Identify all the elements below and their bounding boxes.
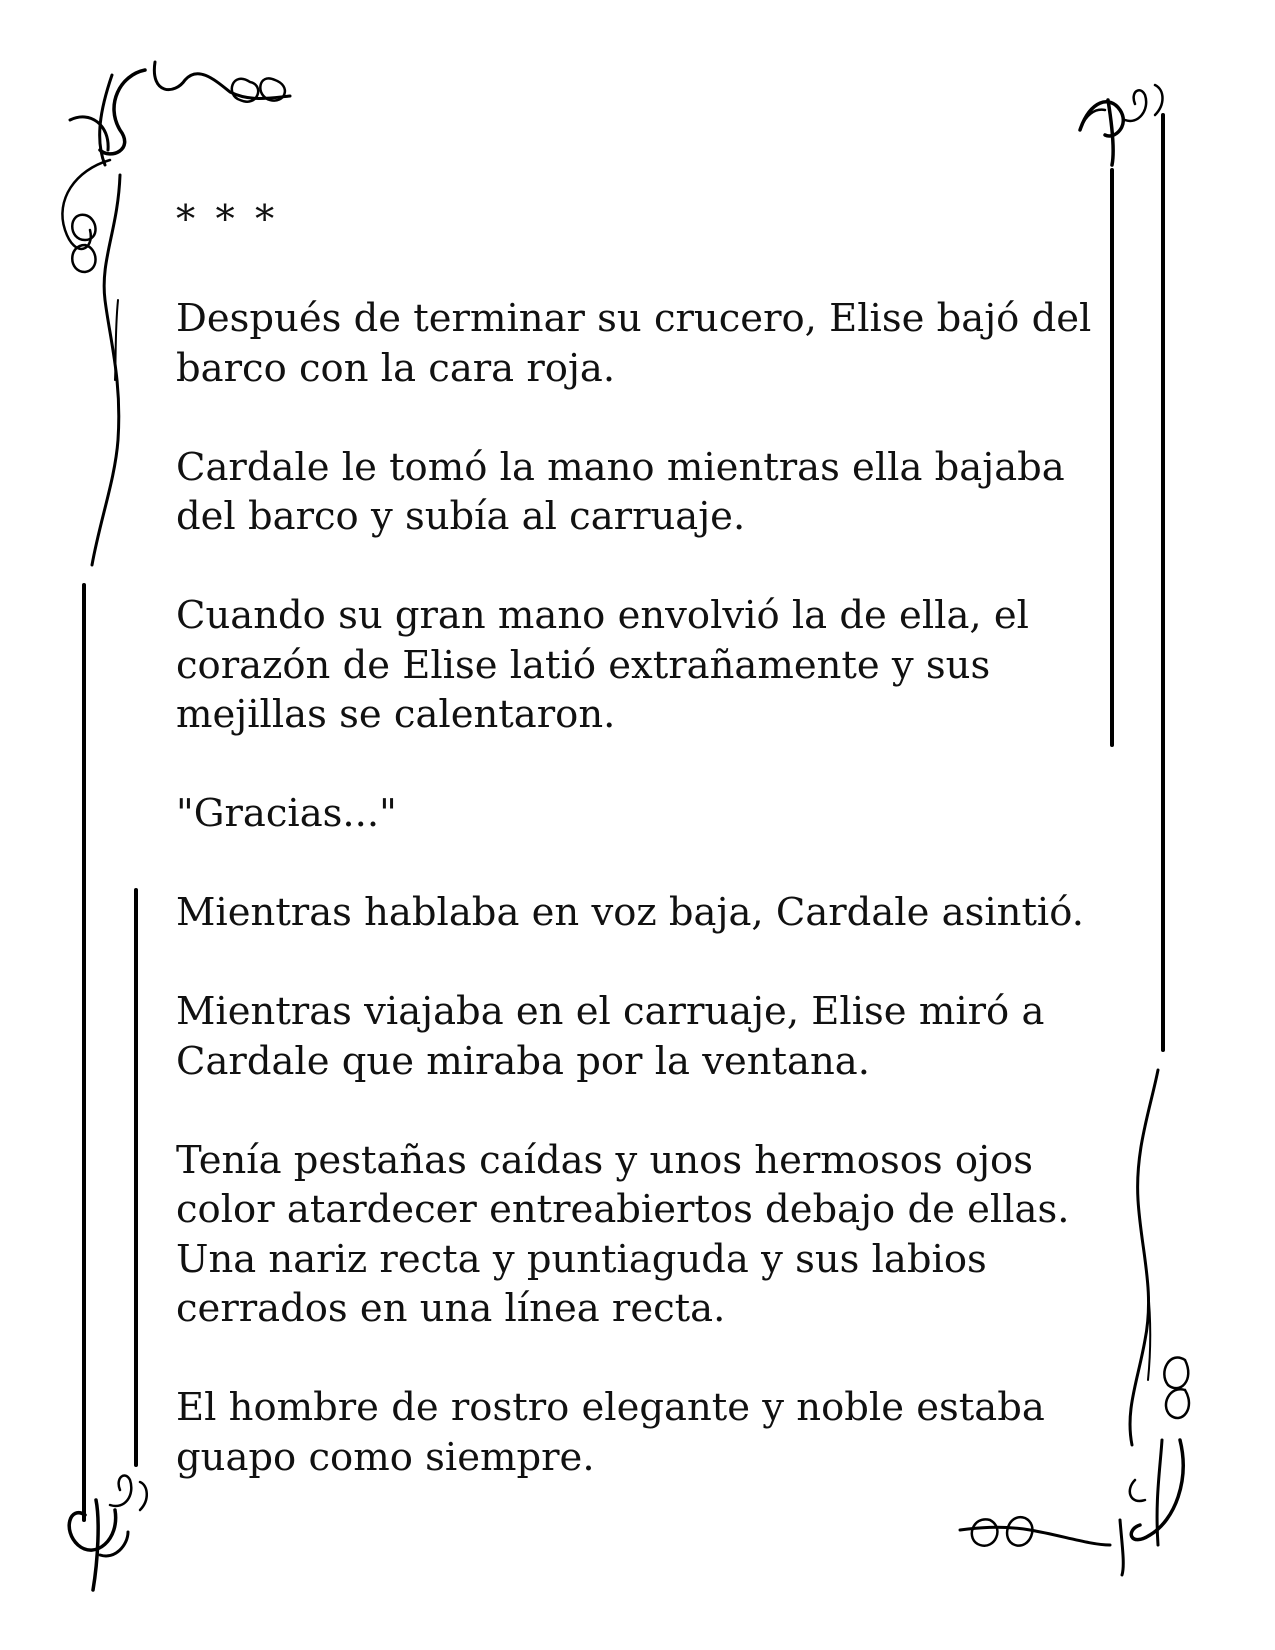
paragraph: Mientras hablaba en voz baja, Cardale asintió. [176,890,1084,935]
paragraph: Cuando su gran mano envolvió la de ella, el corazón de Elise latió extrañamente y sus mejillas se calentaron. [176,593,1029,737]
paragraph: El hombre de rostro elegante y noble estaba guapo como siempre. [176,1385,1045,1480]
top-right-flourish [1080,85,1163,165]
paragraph: Cardale le tomó la mano mientras ella bajaba del barco y subía al carruaje. [176,444,1065,539]
paragraph: Después de terminar su crucero, Elise bajó del barco con la cara roja. [176,296,1092,391]
paragraph: Tenía pestañas caídas y unos hermosos ojos color atardecer entreabiertos debajo de ellas. Una nariz recta y puntiaguda y sus labios cerrados en una línea recta. [176,1137,1070,1331]
story-text [176,195,1096,1532]
dialogue-line: "Gracias..." [176,791,397,836]
paragraph: Mientras viajaba en el carruaje, Elise miró a Cardale que miraba por la ventana. [176,989,1045,1084]
scene-separator: * * * [176,197,279,242]
bottom-left-flourish [69,1475,147,1590]
